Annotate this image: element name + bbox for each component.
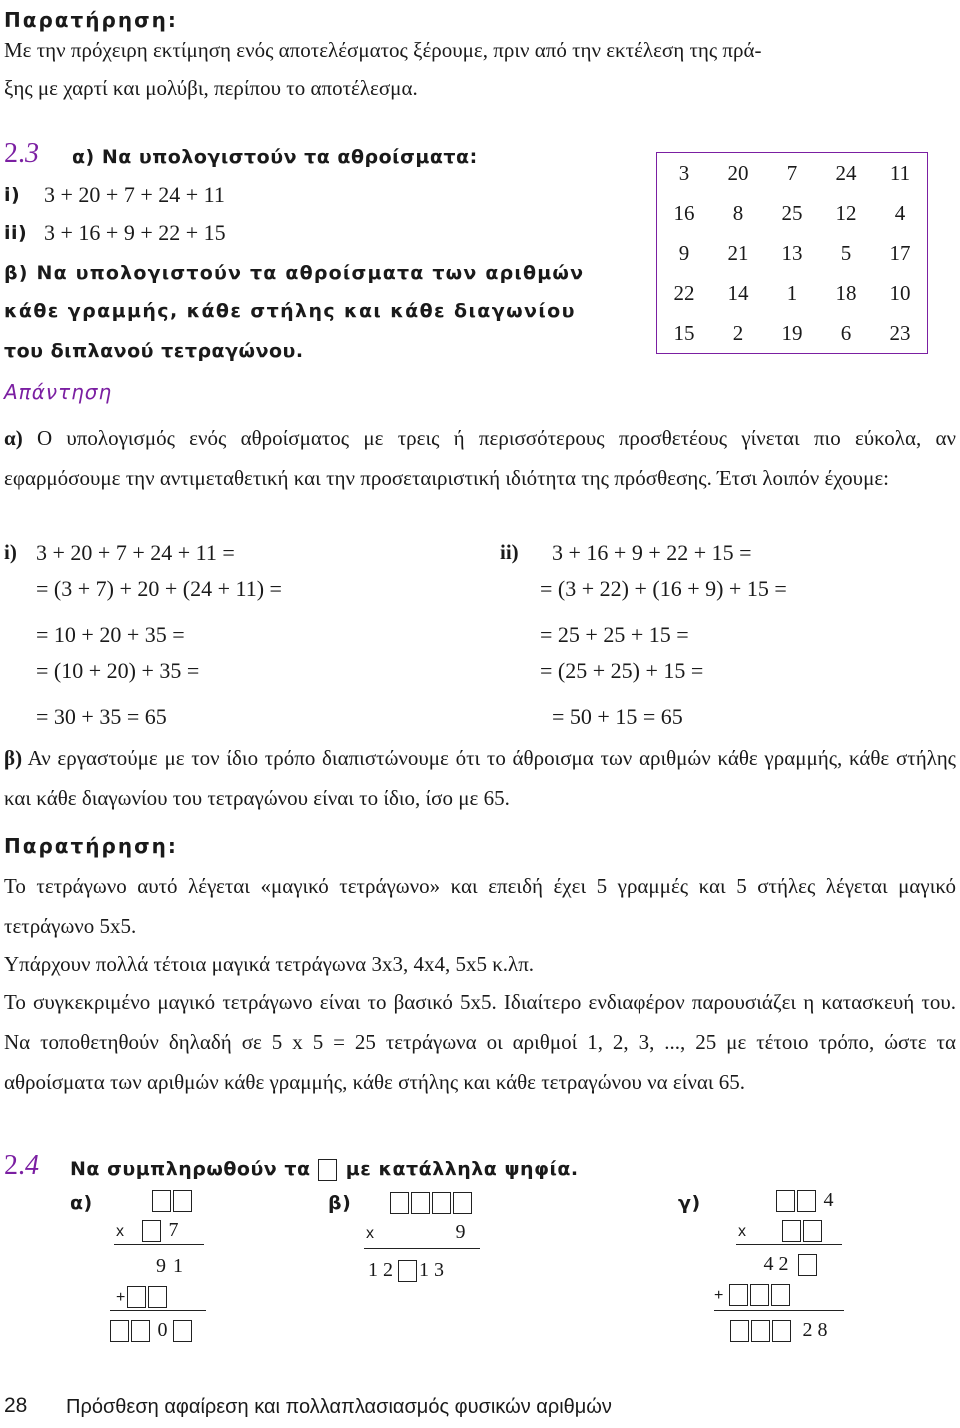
magic-square-cell: 2	[732, 320, 744, 345]
digit-box[interactable]	[142, 1220, 161, 1242]
digit-box[interactable]	[148, 1286, 167, 1308]
calc-label: ii)	[500, 540, 519, 564]
magic-square-cell: 3	[678, 160, 690, 185]
answer-part-label: α)	[4, 426, 23, 450]
magic-square-cell: 11	[889, 160, 911, 185]
sum-line	[364, 1248, 480, 1249]
problem-label: α)	[70, 1192, 93, 1214]
multiplier: x 9	[366, 1221, 466, 1243]
multiplier: x	[738, 1218, 824, 1244]
digit-box[interactable]	[771, 1284, 790, 1306]
magic-square-cell: 7	[786, 160, 798, 185]
magic-square	[656, 152, 928, 354]
exercise-part-b: του διπλανού τετραγώνου.	[4, 340, 304, 362]
item-label: ii)	[4, 222, 28, 244]
magic-square-cell: 13	[781, 240, 803, 265]
note-paragraph: Υπάρχουν πολλά τέτοια μαγικά τετράγωνα 3x3, 4x4, 5x5 κ.λπ.	[4, 952, 535, 976]
chapter-title: Πρόσθεση αφαίρεση και πολλαπλασιασμός φυσικών αριθμών	[66, 1396, 612, 1418]
note-paragraph: Το τετράγωνο αυτό λέγεται «μαγικό τετράγωνο» και επειδή έχει 5 γραμμές και 5 στήλες λέγεται μαγικό τετράγωνο 5x5.	[4, 874, 956, 938]
digit-box[interactable]	[173, 1320, 192, 1342]
sum-expression: 3 + 16 + 9 + 22 + 15	[44, 220, 226, 245]
digit-box[interactable]	[152, 1190, 171, 1212]
page-number: 28	[4, 1394, 28, 1417]
magic-square-cell: 1	[786, 280, 798, 305]
partial-product: 4 2	[754, 1252, 819, 1276]
magic-square-cell: 20	[727, 160, 749, 185]
magic-square-cell: 12	[835, 200, 857, 225]
answer-label: Απάντηση	[4, 380, 113, 404]
problem-label: β)	[328, 1192, 352, 1214]
magic-square-cell: 17	[889, 240, 911, 265]
sum-line	[110, 1310, 206, 1311]
note-text-line: Με την πρόχειρη εκτίμηση ενός αποτελέσματος ξέρουμε, πριν από την εκτέλεση της πρά-	[4, 38, 762, 62]
blank-box-icon	[318, 1159, 337, 1181]
magic-square-cell: 23	[889, 320, 911, 345]
magic-square-row	[657, 313, 928, 354]
digit-box[interactable]	[110, 1320, 129, 1342]
magic-square-cell: 21	[727, 240, 749, 265]
magic-square-cell: 19	[781, 320, 803, 345]
partial-product: 9 1	[156, 1255, 184, 1277]
digit-box[interactable]	[730, 1320, 749, 1342]
magic-square-cell: 15	[673, 320, 695, 345]
magic-square-cell: 16	[673, 200, 695, 225]
note-heading: Παρατήρηση:	[4, 834, 178, 858]
magic-square-cell: 14	[727, 280, 749, 305]
digit-box[interactable]	[751, 1320, 770, 1342]
partial-product: +	[714, 1282, 792, 1308]
digit-box[interactable]	[729, 1284, 748, 1306]
multiplicand	[152, 1188, 194, 1212]
calc-line: 3 + 16 + 9 + 22 + 15 =	[552, 540, 752, 565]
calc-line: = (25 + 25) + 15 =	[540, 658, 704, 683]
exercise-number: 2.4	[4, 1150, 39, 1181]
digit-box[interactable]	[411, 1192, 430, 1214]
digit-box[interactable]	[797, 1190, 816, 1212]
calc-line: 3 + 20 + 7 + 24 + 11 =	[36, 540, 235, 565]
answer-part-label: β)	[4, 746, 23, 770]
partial-product: +	[116, 1284, 169, 1310]
calc-line: = (3 + 7) + 20 + (24 + 11) =	[36, 576, 282, 601]
calc-line: = 10 + 20 + 35 =	[36, 622, 185, 647]
magic-square-cell: 9	[678, 240, 690, 265]
magic-square-row	[657, 153, 928, 194]
digit-box[interactable]	[127, 1286, 146, 1308]
magic-square-cell: 8	[732, 200, 744, 225]
digit-box[interactable]	[750, 1284, 769, 1306]
note-paragraph: Το συγκεκριμένο μαγικό τετράγωνο είναι το βασικό 5x5. Ιδιαίτερο ενδιαφέρον παρουσιάζει η κατασκευή του. Να τοποθετηθούν δηλαδή σε 5 x 5 = 25 τετράγωνα οι αριθμοί 1, 2, 3, ..., 25 με τέτοιο τρόπο, ώστε τα αθροίσματα των αριθμών κάθε γραμμής, κάθε στήλης και κάθε τετραγώνου να είναι 65.	[4, 990, 956, 1094]
exercise-part-a: α) Να υπολογιστούν τα αθροίσματα:	[72, 146, 478, 168]
digit-box[interactable]	[131, 1320, 150, 1342]
sum-line	[114, 1244, 204, 1245]
answer-paragraph	[4, 738, 956, 818]
answer-text: Αν εργαστούμε με τον ίδιο τρόπο διαπιστώνουμε ότι το άθροισμα των αριθμών κάθε γραμμής, κάθε στήλης και κάθε διαγωνίου του τετραγώνου είναι το ίδιο, ίσο με 65.	[4, 746, 956, 810]
exercise-part-b: β) Να υπολογιστούν τα αθροίσματα των αριθμών	[4, 262, 585, 284]
magic-square-cell: 24	[835, 160, 857, 185]
multiplicand: 4	[776, 1188, 839, 1212]
calc-line: = (3 + 22) + (16 + 9) + 15 =	[540, 576, 787, 601]
digit-box[interactable]	[398, 1260, 417, 1282]
digit-box[interactable]	[173, 1190, 192, 1212]
result: 2 8	[730, 1318, 837, 1342]
result: 1 2 1 3	[368, 1259, 444, 1281]
sum-expression: 3 + 20 + 7 + 24 + 11	[44, 182, 225, 207]
digit-box[interactable]	[453, 1192, 472, 1214]
magic-square-cell: 25	[781, 200, 803, 225]
calc-line: = (10 + 20) + 35 =	[36, 658, 200, 683]
note-text-line: ξης με χαρτί και μολύβι, περίπου το αποτέλεσμα.	[4, 76, 418, 100]
problem-label: γ)	[678, 1192, 701, 1214]
digit-box[interactable]	[803, 1220, 822, 1242]
multiplier: x 7	[116, 1219, 179, 1241]
digit-box[interactable]	[776, 1190, 795, 1212]
magic-square-cell: 18	[835, 280, 857, 305]
sum-line	[714, 1310, 844, 1311]
answer-text: Ο υπολογισμός ενός αθροίσματος με τρεις ή περισσότερους προσθετέους γίνεται πιο εύκολα, αν εφαρμόσουμε την αντιμεταθετική και την προσεταιριστική ιδιότητα της πρόσθεσης. Έτσι λοιπόν έχουμε:	[4, 426, 956, 490]
magic-square-row	[657, 273, 928, 313]
magic-square-cell: 10	[889, 280, 911, 305]
result: 0	[110, 1318, 194, 1342]
digit-box[interactable]	[782, 1220, 801, 1242]
exercise-number: 2.3	[4, 138, 39, 169]
magic-square-cell: 4	[894, 200, 906, 225]
sum-line	[736, 1244, 842, 1245]
calc-line: = 25 + 25 + 15 =	[540, 622, 689, 647]
answer-paragraph	[4, 418, 956, 498]
exercise-part-b: κάθε γραμμής, κάθε στήλης και κάθε διαγωνίου	[4, 300, 576, 322]
magic-square-row	[657, 233, 928, 273]
magic-square-cell: 5	[840, 240, 852, 265]
calc-label: i)	[4, 540, 17, 564]
multiplicand	[390, 1190, 474, 1214]
calc-line: = 30 + 35 = 65	[36, 704, 167, 729]
magic-square-cell: 22	[673, 280, 695, 305]
digit-box[interactable]	[772, 1320, 791, 1342]
calc-line: = 50 + 15 = 65	[552, 704, 683, 729]
magic-square-cell: 6	[840, 320, 852, 345]
item-label: i)	[4, 184, 21, 206]
exercise-title: Να συμπληρωθούν τα με κατάλληλα ψηφία.	[70, 1158, 579, 1180]
digit-box[interactable]	[432, 1192, 451, 1214]
digit-box[interactable]	[798, 1254, 817, 1276]
note-heading: Παρατήρηση:	[4, 8, 178, 32]
magic-square-row	[657, 193, 928, 233]
digit-box[interactable]	[390, 1192, 409, 1214]
